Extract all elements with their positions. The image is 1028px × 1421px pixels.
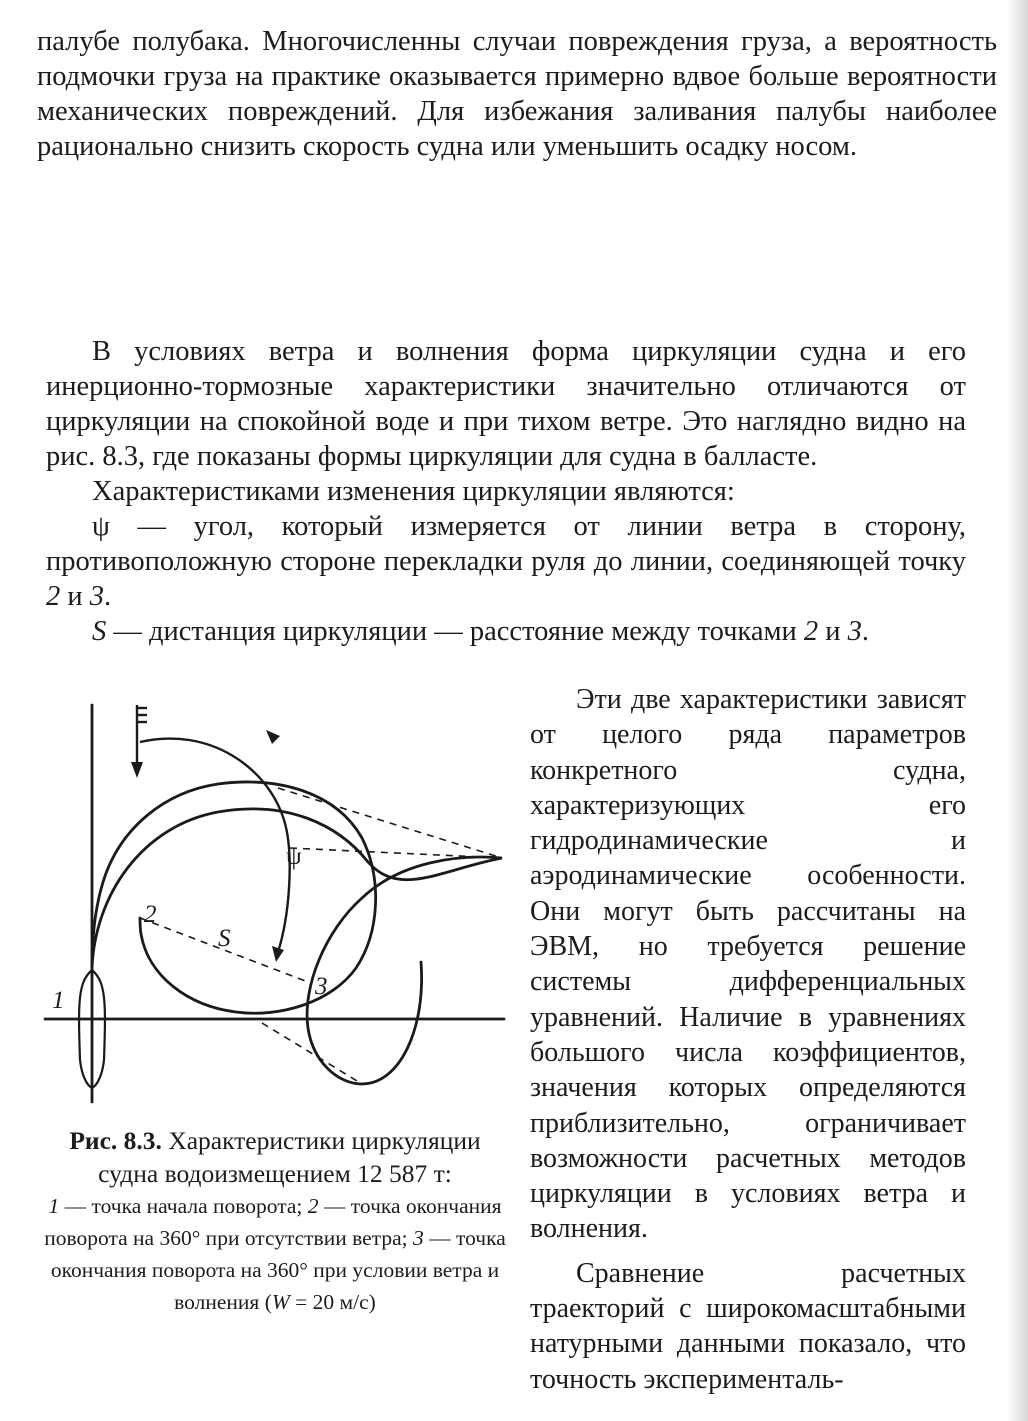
psi-angle-arc [140, 739, 290, 952]
s-symbol: S [92, 616, 107, 647]
caption-title: Рис. 8.3. Характеристики циркуляции судна водоизмещением 12 587 т: [69, 1126, 481, 1188]
right-column-text [530, 682, 966, 1397]
psi-arc-start-arrowhead [266, 730, 280, 744]
paragraph-circulation-conditions: В условиях ветра и волнения форма циркуляции судна и его инерционно-тормозные характеристики значительно отличаются от циркуляции на спокойной воде и при тихом ветре. Это наглядно видно на рис. 8.3, где показаны формы циркуляции для судна в балласте. [46, 336, 966, 472]
figure-circulation-diagram [40, 700, 510, 1120]
label-point-3: 3 [315, 973, 328, 1000]
tangent-dashed-line-upper [278, 788, 502, 858]
calm-water-circulation-path [92, 782, 376, 1013]
paragraph-characteristics-intro: Характеристиками изменения циркуляции являются: [92, 476, 735, 507]
circulation-diagram-svg [40, 700, 510, 1120]
figure-caption [40, 1124, 510, 1318]
page-edge-shadow [1006, 0, 1028, 1421]
wind-arrow-head [131, 762, 143, 778]
caption-legend: 1 — точка начала поворота; 2 — точка окончания поворота на 360° при отсутствии ветра; 3 — точка окончания поворота на 360° при условии ветра и волнения (W = 20 м/с) [44, 1194, 506, 1314]
label-point-2: 2 [144, 901, 157, 928]
s-definition: S — дистанция циркуляции — расстояние между точками 2 и 3. [92, 616, 870, 647]
psi-symbol: ψ [92, 511, 110, 542]
top-text-block [37, 24, 997, 164]
paragraph-parameters: Эти две характеристики зависят от целого ряда параметров конкретного судна, характеризующих его гидродинамические и аэродинамические особенности. Они могут быть рассчитаны на ЭВМ, но требуется решение системы дифференциальных уравнений. Наличие в уравнениях большого числа коэффициентов, значения которых определяются приблизительно, ограничивает возможности расчетных методов циркуляции в условиях ветра и волнения. [530, 684, 966, 1245]
top-paragraph: палубе полубака. Многочисленны случаи повреждения груза, а вероятность подмочки груза на практике оказывается примерно вдвое больше вероятности механических повреждений. Для избежания заливания палубы наиболее рационально снизить скорость судна или уменьшить осадку носом. [37, 26, 997, 162]
label-psi-angle: ψ [286, 843, 302, 870]
psi-arc-end-arrowhead [272, 946, 284, 962]
caption-figure-number: Рис. 8.3. [69, 1126, 162, 1155]
label-point-1: 1 [52, 987, 65, 1014]
label-distance-s: S [218, 925, 231, 952]
tangent-dashed-line-lower [262, 1023, 362, 1084]
paragraph-comparison: Сравнение расчетных траекторий с широкомасштабными натурными данными показало, что точность эксперименталь- [530, 1257, 966, 1395]
main-text-block [46, 334, 966, 649]
psi-definition: ψ — угол, который измеряется от линии ветра в сторону, противоположную стороне перекладки руля до линии, соединяющей точку 2 и 3. [46, 511, 966, 612]
